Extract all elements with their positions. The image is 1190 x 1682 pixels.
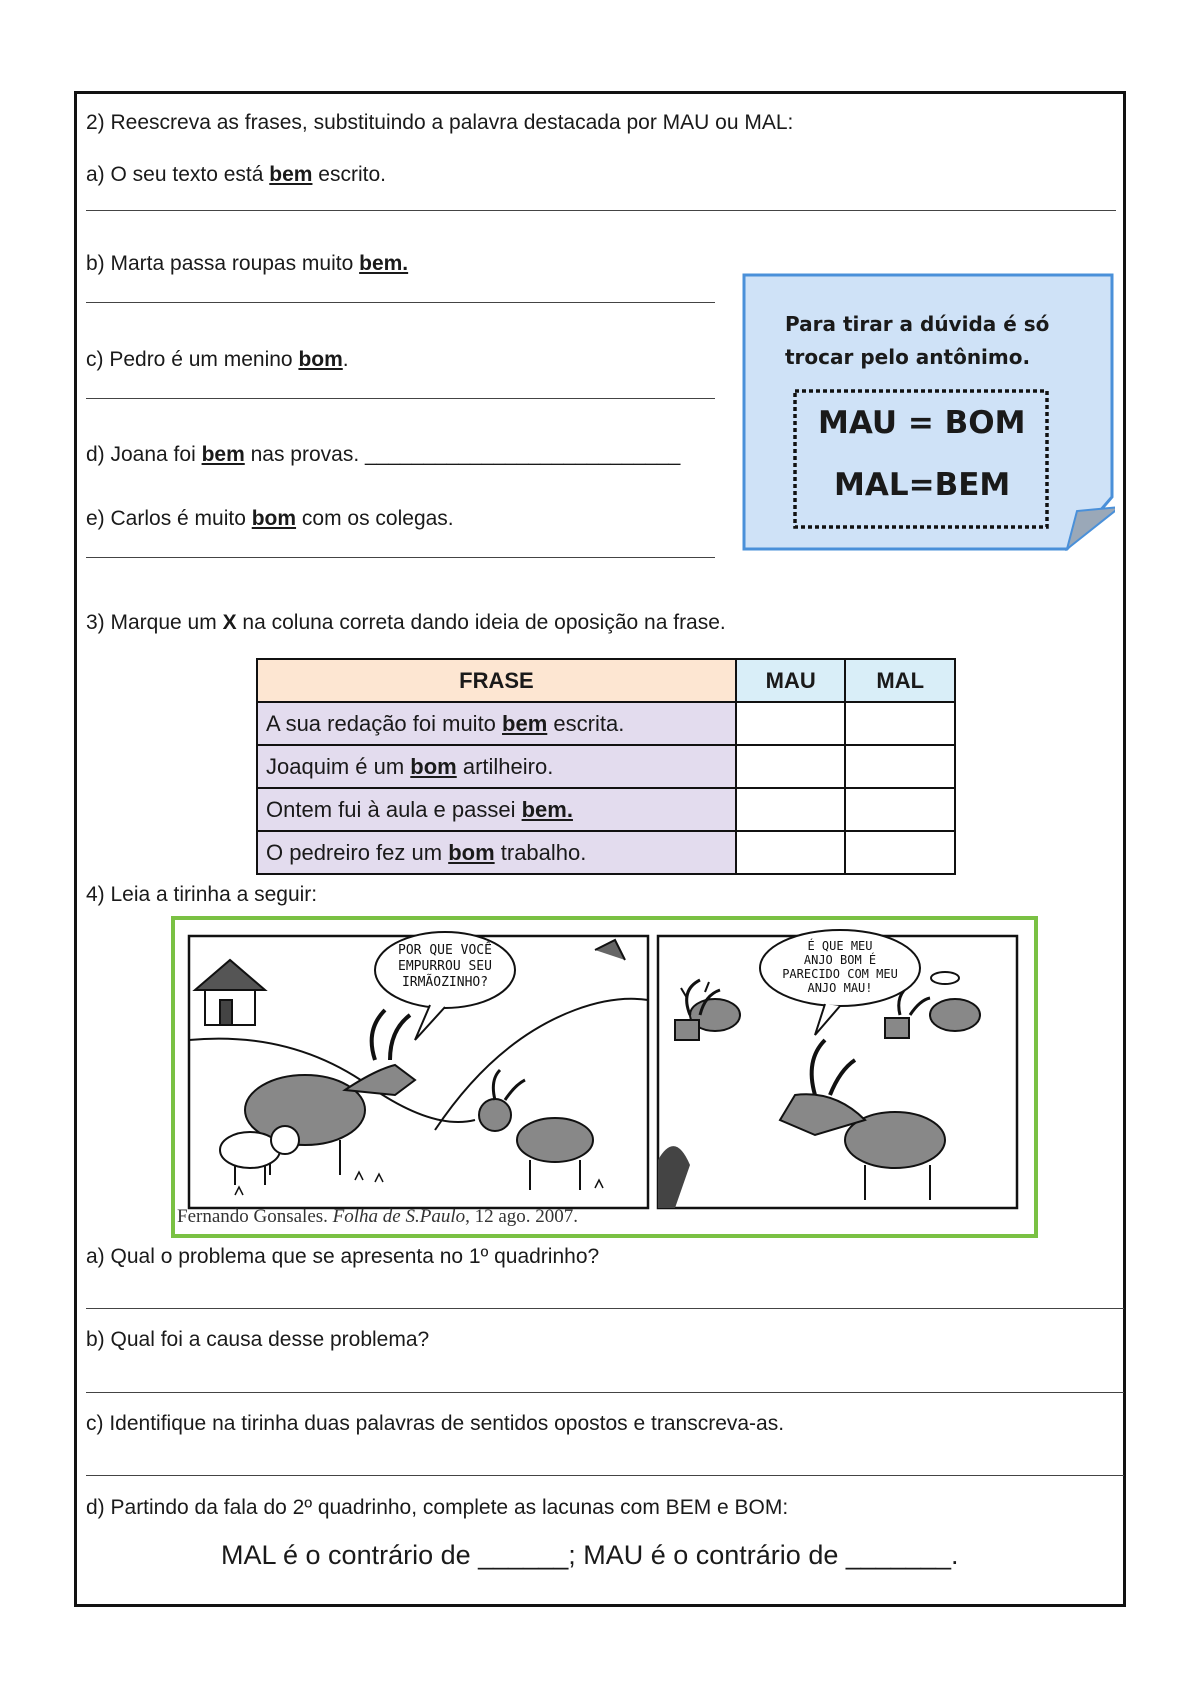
q3-heading: 3) Marque um X na coluna correta dando ideia de oposição na frase. — [86, 611, 726, 634]
table-row — [257, 702, 955, 745]
bubble-1-line: IRMÃOZINHO? — [401, 975, 489, 990]
bubble-2-line: ANJO BOM É — [803, 953, 877, 967]
q2-item-e: e) Carlos é muito bom com os colegas. — [86, 507, 454, 530]
row-sentence: O pedreiro fez um bom trabalho. — [257, 831, 736, 874]
answer-line-a[interactable] — [86, 210, 1116, 211]
checkbox-mal[interactable] — [845, 831, 955, 874]
q4-question-a: a) Qual o problema que se apresenta no 1º quadrinho? — [86, 1245, 600, 1268]
q2-heading: 2) Reescreva as frases, substituindo a palavra destacada por MAU ou MAL: — [86, 111, 794, 134]
bubble-2-line: ANJO MAU! — [807, 981, 873, 995]
answer-line-b[interactable] — [86, 302, 715, 303]
note-title: Para tirar a dúvida é só trocar pelo antônimo. — [785, 312, 1050, 369]
row-sentence: Ontem fui à aula e passei bem. — [257, 788, 736, 831]
q2-item-a: a) O seu texto está bem escrito. — [86, 163, 386, 186]
comic-strip — [171, 916, 1038, 1238]
highlight-word: bem. — [359, 252, 409, 275]
table-header-row — [257, 659, 955, 702]
bubble-2-line: É QUE MEU — [807, 939, 873, 953]
answer-line-c[interactable] — [86, 398, 715, 399]
checkbox-mal[interactable] — [845, 788, 955, 831]
q2-item-d: d) Joana foi bem nas provas. ___________________________ — [86, 443, 681, 466]
answer-line-4c[interactable] — [86, 1475, 1124, 1476]
comic-credit: Fernando Gonsales. Folha de S.Paulo, 12 ago. 2007. — [177, 1206, 579, 1227]
answer-line-4a[interactable] — [86, 1308, 1124, 1309]
header-mal: MAL — [845, 659, 955, 702]
checkbox-mal[interactable] — [845, 702, 955, 745]
q4-heading: 4) Leia a tirinha a seguir: — [86, 883, 318, 906]
checkbox-mau[interactable] — [736, 745, 846, 788]
equation-mau-bom: MAU = BOM — [818, 405, 1026, 441]
header-frase: FRASE — [257, 659, 736, 702]
checkbox-mau[interactable] — [736, 831, 846, 874]
highlight-word: bem — [201, 443, 245, 466]
highlight-word: bom — [298, 348, 343, 371]
q2-item-c: c) Pedro é um menino bom. — [86, 348, 349, 371]
bubble-1-line: EMPURROU SEU — [398, 959, 492, 974]
answer-line-e[interactable] — [86, 557, 715, 558]
bubble-1-line: POR QUE VOCÊ — [398, 943, 492, 958]
checkbox-mau[interactable] — [736, 702, 846, 745]
row-sentence: Joaquim é um bom artilheiro. — [257, 745, 736, 788]
row-sentence: A sua redação foi muito bem escrita. — [257, 702, 736, 745]
q4-question-c: c) Identifique na tirinha duas palavras de sentidos opostos e transcreva-as. — [86, 1412, 785, 1435]
q4-question-d: d) Partindo da fala do 2º quadrinho, complete as lacunas com BEM e BOM: — [86, 1496, 789, 1519]
comic-drawing — [175, 920, 1034, 1234]
highlight-word: bem — [269, 163, 313, 186]
table-row — [257, 831, 955, 874]
highlight-word: bom — [251, 507, 297, 530]
checkbox-mal[interactable] — [845, 745, 955, 788]
answer-line-4b[interactable] — [86, 1392, 1124, 1393]
fill-in-sentence[interactable]: MAL é o contrário de ______; MAU é o contrário de _______. — [221, 1540, 959, 1570]
table-row — [257, 745, 955, 788]
checkbox-mau[interactable] — [736, 788, 846, 831]
q2-item-b: b) Marta passa roupas muito bem. — [86, 252, 409, 275]
answer-table — [256, 658, 956, 875]
equation-mal-bem: MAL=BEM — [834, 467, 1011, 503]
bubble-2-line: PARECIDO COM MEU — [782, 967, 898, 981]
header-mau: MAU — [736, 659, 846, 702]
table-row — [257, 788, 955, 831]
q4-question-b: b) Qual foi a causa desse problema? — [86, 1328, 430, 1351]
